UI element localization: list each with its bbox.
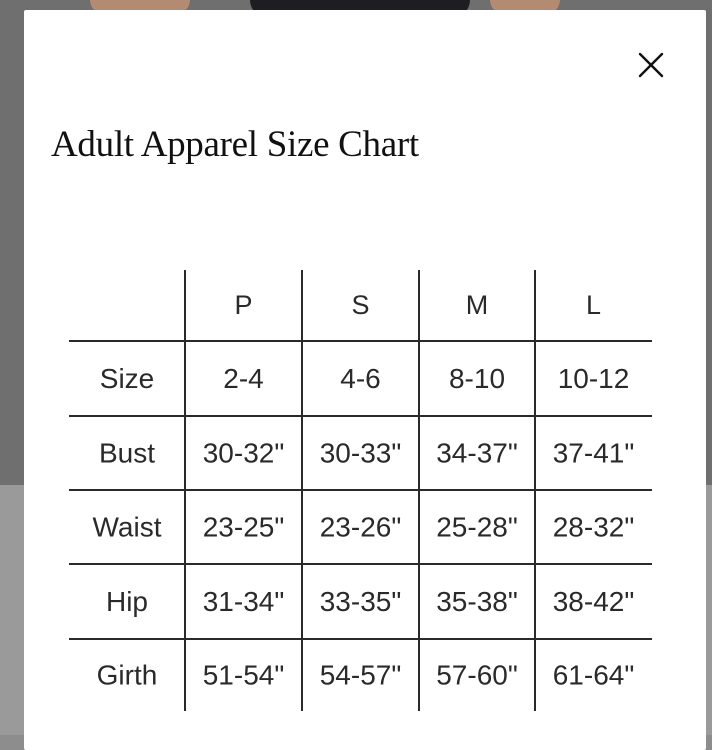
table-cell: 28-32" xyxy=(552,511,635,543)
table-cell: 30-33" xyxy=(319,437,402,469)
table-cell: 30-32" xyxy=(202,437,285,469)
table-cell: 38-42" xyxy=(552,586,635,617)
size-chart-table xyxy=(69,261,652,711)
table-cell: 34-37" xyxy=(436,437,518,469)
table-cell: 25-28" xyxy=(436,511,518,543)
column-header: M xyxy=(465,290,489,320)
table-cell: 31-34" xyxy=(202,586,285,617)
table-cell: 35-38" xyxy=(436,586,518,617)
table-cell: 8-10 xyxy=(448,363,506,394)
close-button[interactable] xyxy=(636,50,666,80)
row-label: Hip xyxy=(105,586,149,617)
column-header: L xyxy=(585,290,602,320)
column-header: P xyxy=(234,290,253,320)
table-cell: 10-12 xyxy=(557,363,630,394)
close-icon[interactable] xyxy=(636,50,666,80)
size-chart-modal xyxy=(24,10,706,750)
table-cell: 23-25" xyxy=(202,511,285,543)
table-cell: 23-26" xyxy=(319,511,402,543)
modal-title: Adult Apparel Size Chart xyxy=(51,124,419,165)
table-row-labels xyxy=(93,363,162,691)
column-header: S xyxy=(351,290,370,320)
table-cell: 57-60" xyxy=(436,659,518,691)
table-cell: 37-41" xyxy=(552,437,635,469)
table-grid xyxy=(69,270,652,711)
table-cell: 2-4 xyxy=(223,363,264,394)
table-cell: 51-54" xyxy=(202,659,285,691)
table-cell: 61-64" xyxy=(552,659,635,691)
row-label: Girth xyxy=(96,659,158,691)
row-label: Size xyxy=(99,363,155,394)
size-chart-graphic xyxy=(69,261,652,711)
table-cell: 54-57" xyxy=(319,659,402,691)
table-header xyxy=(234,290,601,320)
table-cell: 33-35" xyxy=(319,586,402,617)
row-label: Bust xyxy=(98,437,156,469)
table-cell: 4-6 xyxy=(340,363,381,394)
row-label: Waist xyxy=(92,511,162,543)
